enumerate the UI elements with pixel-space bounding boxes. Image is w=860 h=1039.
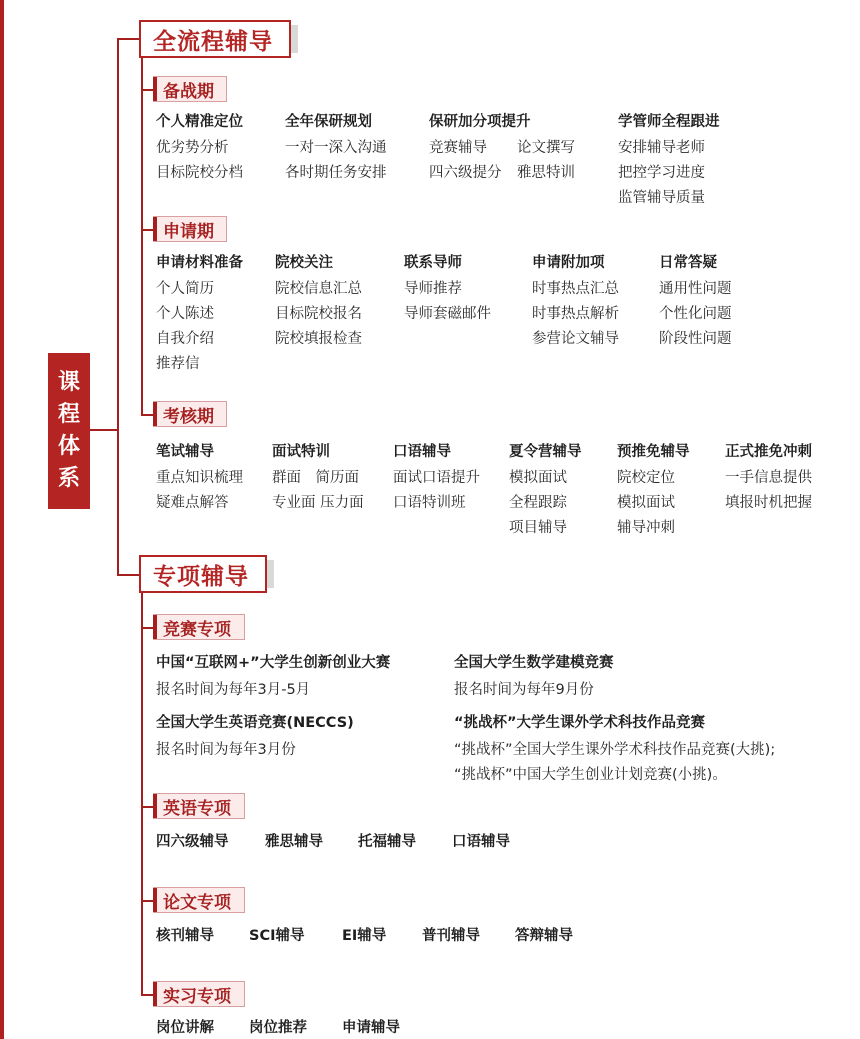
assess-item: 口语特训班 [393, 495, 466, 511]
assess-item: 项目辅导 [509, 520, 567, 536]
node-contest [153, 614, 245, 640]
contest-head: 中国“互联网+”大学生创新创业大赛 [156, 655, 391, 671]
root-char: 程 [57, 402, 80, 427]
contest-head: 全国大学生英语竞赛(NECCS) [156, 715, 354, 731]
node-english [153, 793, 245, 819]
assess-item: 辅导冲刺 [617, 520, 675, 536]
assess-item: 全程跟踪 [509, 495, 567, 511]
paper-item: 普刊辅导 [422, 928, 480, 944]
contest-line: 报名时间为每年3月份 [156, 742, 296, 758]
prep-item: 四六级提分 [429, 165, 502, 181]
node-full-process-label: 全流程辅导 [153, 28, 273, 55]
apply-item: 院校填报检查 [275, 331, 362, 347]
apply-head-4: 申请附加项 [532, 255, 605, 271]
branch-assess [141, 414, 153, 416]
apply-item: 阶段性问题 [659, 331, 732, 347]
intern-item: 申请辅导 [342, 1020, 400, 1036]
apply-item: 个性化问题 [659, 306, 732, 322]
trunk-full-process [141, 56, 143, 415]
contest-head: 全国大学生数学建模竞赛 [454, 655, 614, 671]
page-left-rule [0, 0, 4, 1039]
apply-head-2: 院校关注 [275, 255, 333, 271]
node-prep-label: 备战期 [163, 81, 214, 102]
assess-item: 专业面 压力面 [272, 495, 364, 511]
prep-head-3: 保研加分项提升 [429, 114, 531, 130]
node-paper [153, 887, 245, 913]
assess-item: 院校定位 [617, 470, 675, 486]
assess-item: 面试口语提升 [393, 470, 480, 486]
prep-head-5: 学管师全程跟进 [618, 114, 720, 130]
node-intern-label: 实习专项 [163, 986, 231, 1007]
branch-full-process [117, 38, 141, 40]
english-item: 四六级辅导 [156, 834, 229, 850]
branch-paper [141, 900, 153, 902]
node-apply [153, 216, 227, 242]
node-special-label: 专项辅导 [153, 563, 249, 590]
apply-item: 自我介绍 [156, 331, 214, 347]
branch-prep [141, 89, 153, 91]
node-special [139, 555, 267, 593]
node-accent-bar [153, 794, 157, 818]
apply-item: 导师套磁邮件 [404, 306, 491, 322]
contest-line: “挑战杯”中国大学生创业计划竞赛(小挑)。 [454, 767, 727, 783]
assess-item: 填报时机把握 [725, 495, 812, 511]
apply-item: 通用性问题 [659, 281, 732, 297]
assess-item: 一手信息提供 [725, 470, 812, 486]
english-item: 托福辅导 [358, 834, 416, 850]
contest-line: 报名时间为每年3月-5月 [156, 682, 311, 698]
prep-item: 把控学习进度 [618, 165, 705, 181]
apply-item: 参营论文辅导 [532, 331, 619, 347]
branch-special [117, 574, 141, 576]
node-accent-bar [153, 402, 157, 426]
apply-head-1: 申请材料准备 [156, 255, 243, 271]
prep-item: 雅思特训 [517, 165, 575, 181]
branch-intern [141, 994, 153, 996]
contest-line: “挑战杯”全国大学生课外学术科技作品竞赛(大挑); [454, 742, 776, 758]
prep-item: 论文撰写 [517, 140, 575, 156]
node-assess [153, 401, 227, 427]
branch-contest [141, 627, 153, 629]
root-char: 体 [57, 434, 80, 459]
node-accent-bar [153, 217, 157, 241]
assess-item: 模拟面试 [509, 470, 567, 486]
english-item: 雅思辅导 [265, 834, 323, 850]
apply-item: 推荐信 [156, 356, 200, 372]
apply-item: 导师推荐 [404, 281, 462, 297]
prep-head-1: 个人精准定位 [156, 114, 243, 130]
node-accent-bar [153, 982, 157, 1006]
intern-item: 岗位推荐 [249, 1020, 307, 1036]
assess-head-4: 夏令营辅导 [509, 444, 582, 460]
branch-english [141, 806, 153, 808]
prep-item: 各时期任务安排 [285, 165, 387, 181]
root-char: 课 [57, 370, 80, 395]
assess-item: 群面 简历面 [272, 470, 359, 486]
assess-head-3: 口语辅导 [393, 444, 451, 460]
trunk-special [141, 592, 143, 996]
apply-item: 时事热点汇总 [532, 281, 619, 297]
node-accent-bar [153, 77, 157, 101]
assess-item: 重点知识梳理 [156, 470, 243, 486]
contest-head: “挑战杯”大学生课外学术科技作品竞赛 [454, 715, 706, 731]
apply-head-5: 日常答疑 [659, 255, 717, 271]
prep-item: 安排辅导老师 [618, 140, 705, 156]
paper-item: EI辅导 [342, 928, 387, 944]
node-prep [153, 76, 227, 102]
paper-item: SCI辅导 [249, 928, 305, 944]
node-contest-label: 竞赛专项 [163, 619, 231, 640]
prep-item: 监管辅导质量 [618, 190, 705, 206]
apply-item: 个人陈述 [156, 306, 214, 322]
assess-head-2: 面试特训 [272, 444, 330, 460]
node-intern [153, 981, 245, 1007]
root-node [48, 353, 90, 509]
contest-line: 报名时间为每年9月份 [454, 682, 594, 698]
node-tab-decoration [291, 25, 298, 53]
english-item: 口语辅导 [452, 834, 510, 850]
assess-head-6: 正式推免冲刺 [725, 444, 812, 460]
node-paper-label: 论文专项 [163, 892, 231, 913]
apply-head-3: 联系导师 [404, 255, 462, 271]
assess-item: 模拟面试 [617, 495, 675, 511]
root-connector [90, 429, 118, 431]
paper-item: 核刊辅导 [156, 928, 214, 944]
node-assess-label: 考核期 [163, 406, 214, 427]
prep-item: 目标院校分档 [156, 165, 243, 181]
apply-item: 时事热点解析 [532, 306, 619, 322]
node-english-label: 英语专项 [163, 798, 231, 819]
main-trunk [117, 38, 119, 576]
assess-head-1: 笔试辅导 [156, 444, 214, 460]
intern-item: 岗位讲解 [156, 1020, 214, 1036]
apply-item: 目标院校报名 [275, 306, 362, 322]
node-full-process [139, 20, 291, 58]
prep-item: 一对一深入沟通 [285, 140, 387, 156]
apply-item: 院校信息汇总 [275, 281, 362, 297]
root-char: 系 [57, 466, 80, 491]
node-accent-bar [153, 615, 157, 639]
prep-head-2: 全年保研规划 [285, 114, 372, 130]
assess-item: 疑难点解答 [156, 495, 229, 511]
node-tab-decoration [267, 560, 274, 588]
node-accent-bar [153, 888, 157, 912]
branch-apply [141, 229, 153, 231]
paper-item: 答辩辅导 [515, 928, 573, 944]
prep-item: 竞赛辅导 [429, 140, 487, 156]
node-apply-label: 申请期 [163, 221, 214, 242]
assess-head-5: 预推免辅导 [617, 444, 690, 460]
apply-item: 个人简历 [156, 281, 214, 297]
prep-item: 优劣势分析 [156, 140, 229, 156]
